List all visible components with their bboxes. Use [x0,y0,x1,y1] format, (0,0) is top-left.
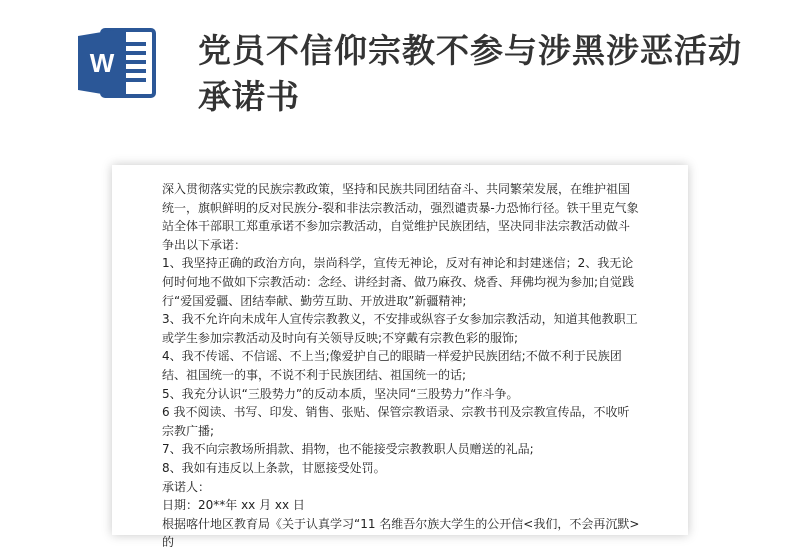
paragraph-item-6: 6 我不阅读、书写、印发、销售、张贴、保管宗教语录、宗教书刊及宗教宣传品，不收听宗教广播; [162,405,630,438]
paragraph-item-3: 3、我不允许向未成年人宣传宗教教义，不安排或纵容子女参加宗教活动，知道其他教职工或学生参加宗教活动及时向有关领导反映;不穿戴有宗教色彩的服饰; [162,312,638,345]
word-icon [76,22,158,104]
paragraph-item-4: 4、我不传谣、不信谣、不上当;像爱护自己的眼睛一样爱护民族团结;不做不利于民族团结、祖国统一的事，不说不利于民族团结、祖国统一的话; [162,349,622,382]
paragraph-item-7: 7、我不向宗教场所捐款、捐物，也不能接受宗教教职人员赠送的礼品; [162,442,534,457]
signer-line: 承诺人： [162,479,211,494]
paragraph-item-5: 5、我充分认识“三股势力”的反动本质，坚决同“三股势力”作斗争。 [162,386,519,401]
document-page [112,165,688,550]
paragraph-item-8: 8、我如有违反以上条款，甘愿接受处罚。 [162,460,386,475]
paragraph-item-1-2: 1、我坚持正确的政治方向，崇尚科学，宣传无神论，反对有神论和封建迷信；2、我无论何时何地不做如下宗教活动：念经、讲经封斋、做乃麻孜、烧香、拜佛均视为参加;自觉践行“爱国爱疆、团结奉献、勤劳互助、开放进取”新疆精神; [162,256,635,308]
page-header [0,0,800,160]
document-title: 党员不信仰宗教不参与涉黑涉恶活动承诺书 [198,31,742,116]
date-line: 日期：20**年 xx 月 xx 日 [162,498,305,513]
paragraph-closing: 根据喀什地区教育局《关于认真学习“11 名维吾尔族大学生的公开信<我们，不会再沉默>的 [162,516,640,550]
document-body [162,180,640,552]
word-icon-letter: W [89,48,115,78]
paragraph-intro: 深入贯彻落实党的民族宗教政策，坚持和民族共同团结奋斗、共同繁荣发展，在维护祖国统一，旗帜鲜明的反对民族分-裂和非法宗教活动，强烈谴责暴-力恐怖行径。铁干里克气象站全体干部职工郑重承诺不参加宗教活动，自觉维护民族团结，坚决同非法宗教活动做斗争出以下承诺： [162,182,639,252]
